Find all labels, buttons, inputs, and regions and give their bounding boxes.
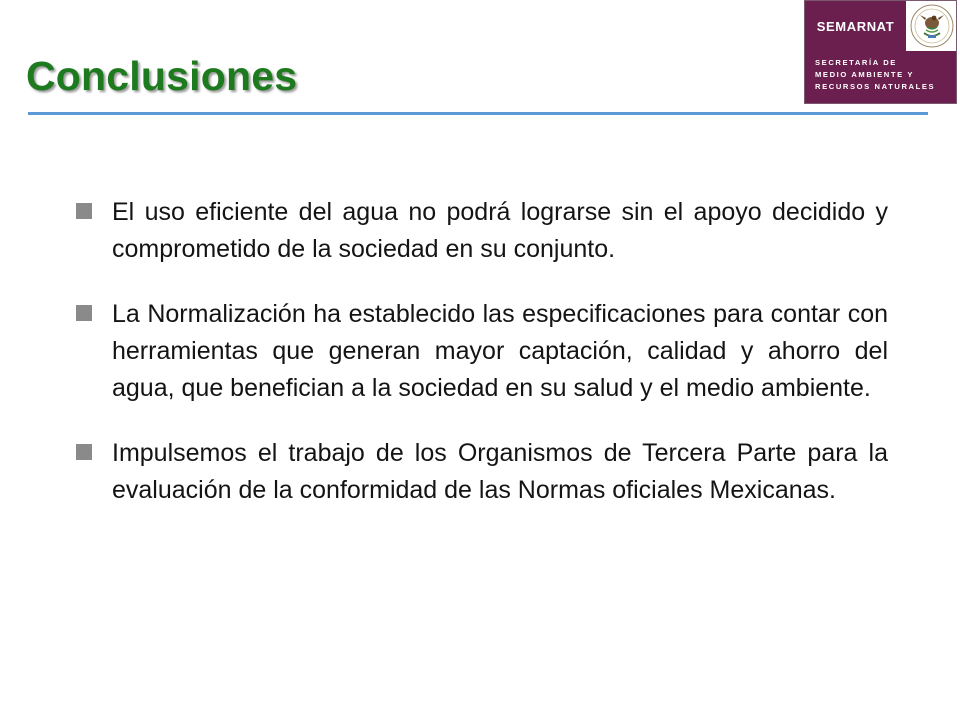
logo-name-box	[805, 1, 906, 51]
bullet-text: La Normalización ha establecido las especificaciones para contar con herramientas que generan mayor captación, calidad y ahorro del agua, que benefician a la sociedad en su salud y el medio ambiente.	[112, 300, 888, 402]
bullet-text: El uso eficiente del agua no podrá lograrse sin el apoyo decidido y comprometido de la sociedad en su conjunto.	[112, 198, 888, 263]
logo-subtitle-line: RECURSOS NATURALES	[815, 82, 936, 91]
square-bullet-icon	[76, 444, 92, 460]
title-divider	[28, 112, 928, 115]
logo-top-band	[805, 1, 956, 51]
logo-subtitle-line: SECRETARÍA DE	[815, 58, 897, 67]
logo-subtitle-band	[805, 51, 956, 103]
semarnat-logo	[804, 0, 957, 104]
bullet-text: Impulsemos el trabajo de los Organismos de Tercera Parte para la evaluación de la conformidad de las Normas oficiales Mexicanas.	[112, 439, 888, 504]
list-item	[76, 194, 888, 268]
square-bullet-icon	[76, 305, 92, 321]
logo-name: SEMARNAT	[816, 18, 895, 34]
list-item	[76, 296, 888, 407]
logo-subtitle-line: MEDIO AMBIENTE Y	[815, 70, 915, 79]
conclusions-list	[76, 194, 888, 537]
square-bullet-icon	[76, 203, 92, 219]
slide-title: Conclusiones	[26, 53, 298, 99]
list-item	[76, 435, 888, 509]
mexico-coat-of-arms-icon	[909, 3, 955, 49]
